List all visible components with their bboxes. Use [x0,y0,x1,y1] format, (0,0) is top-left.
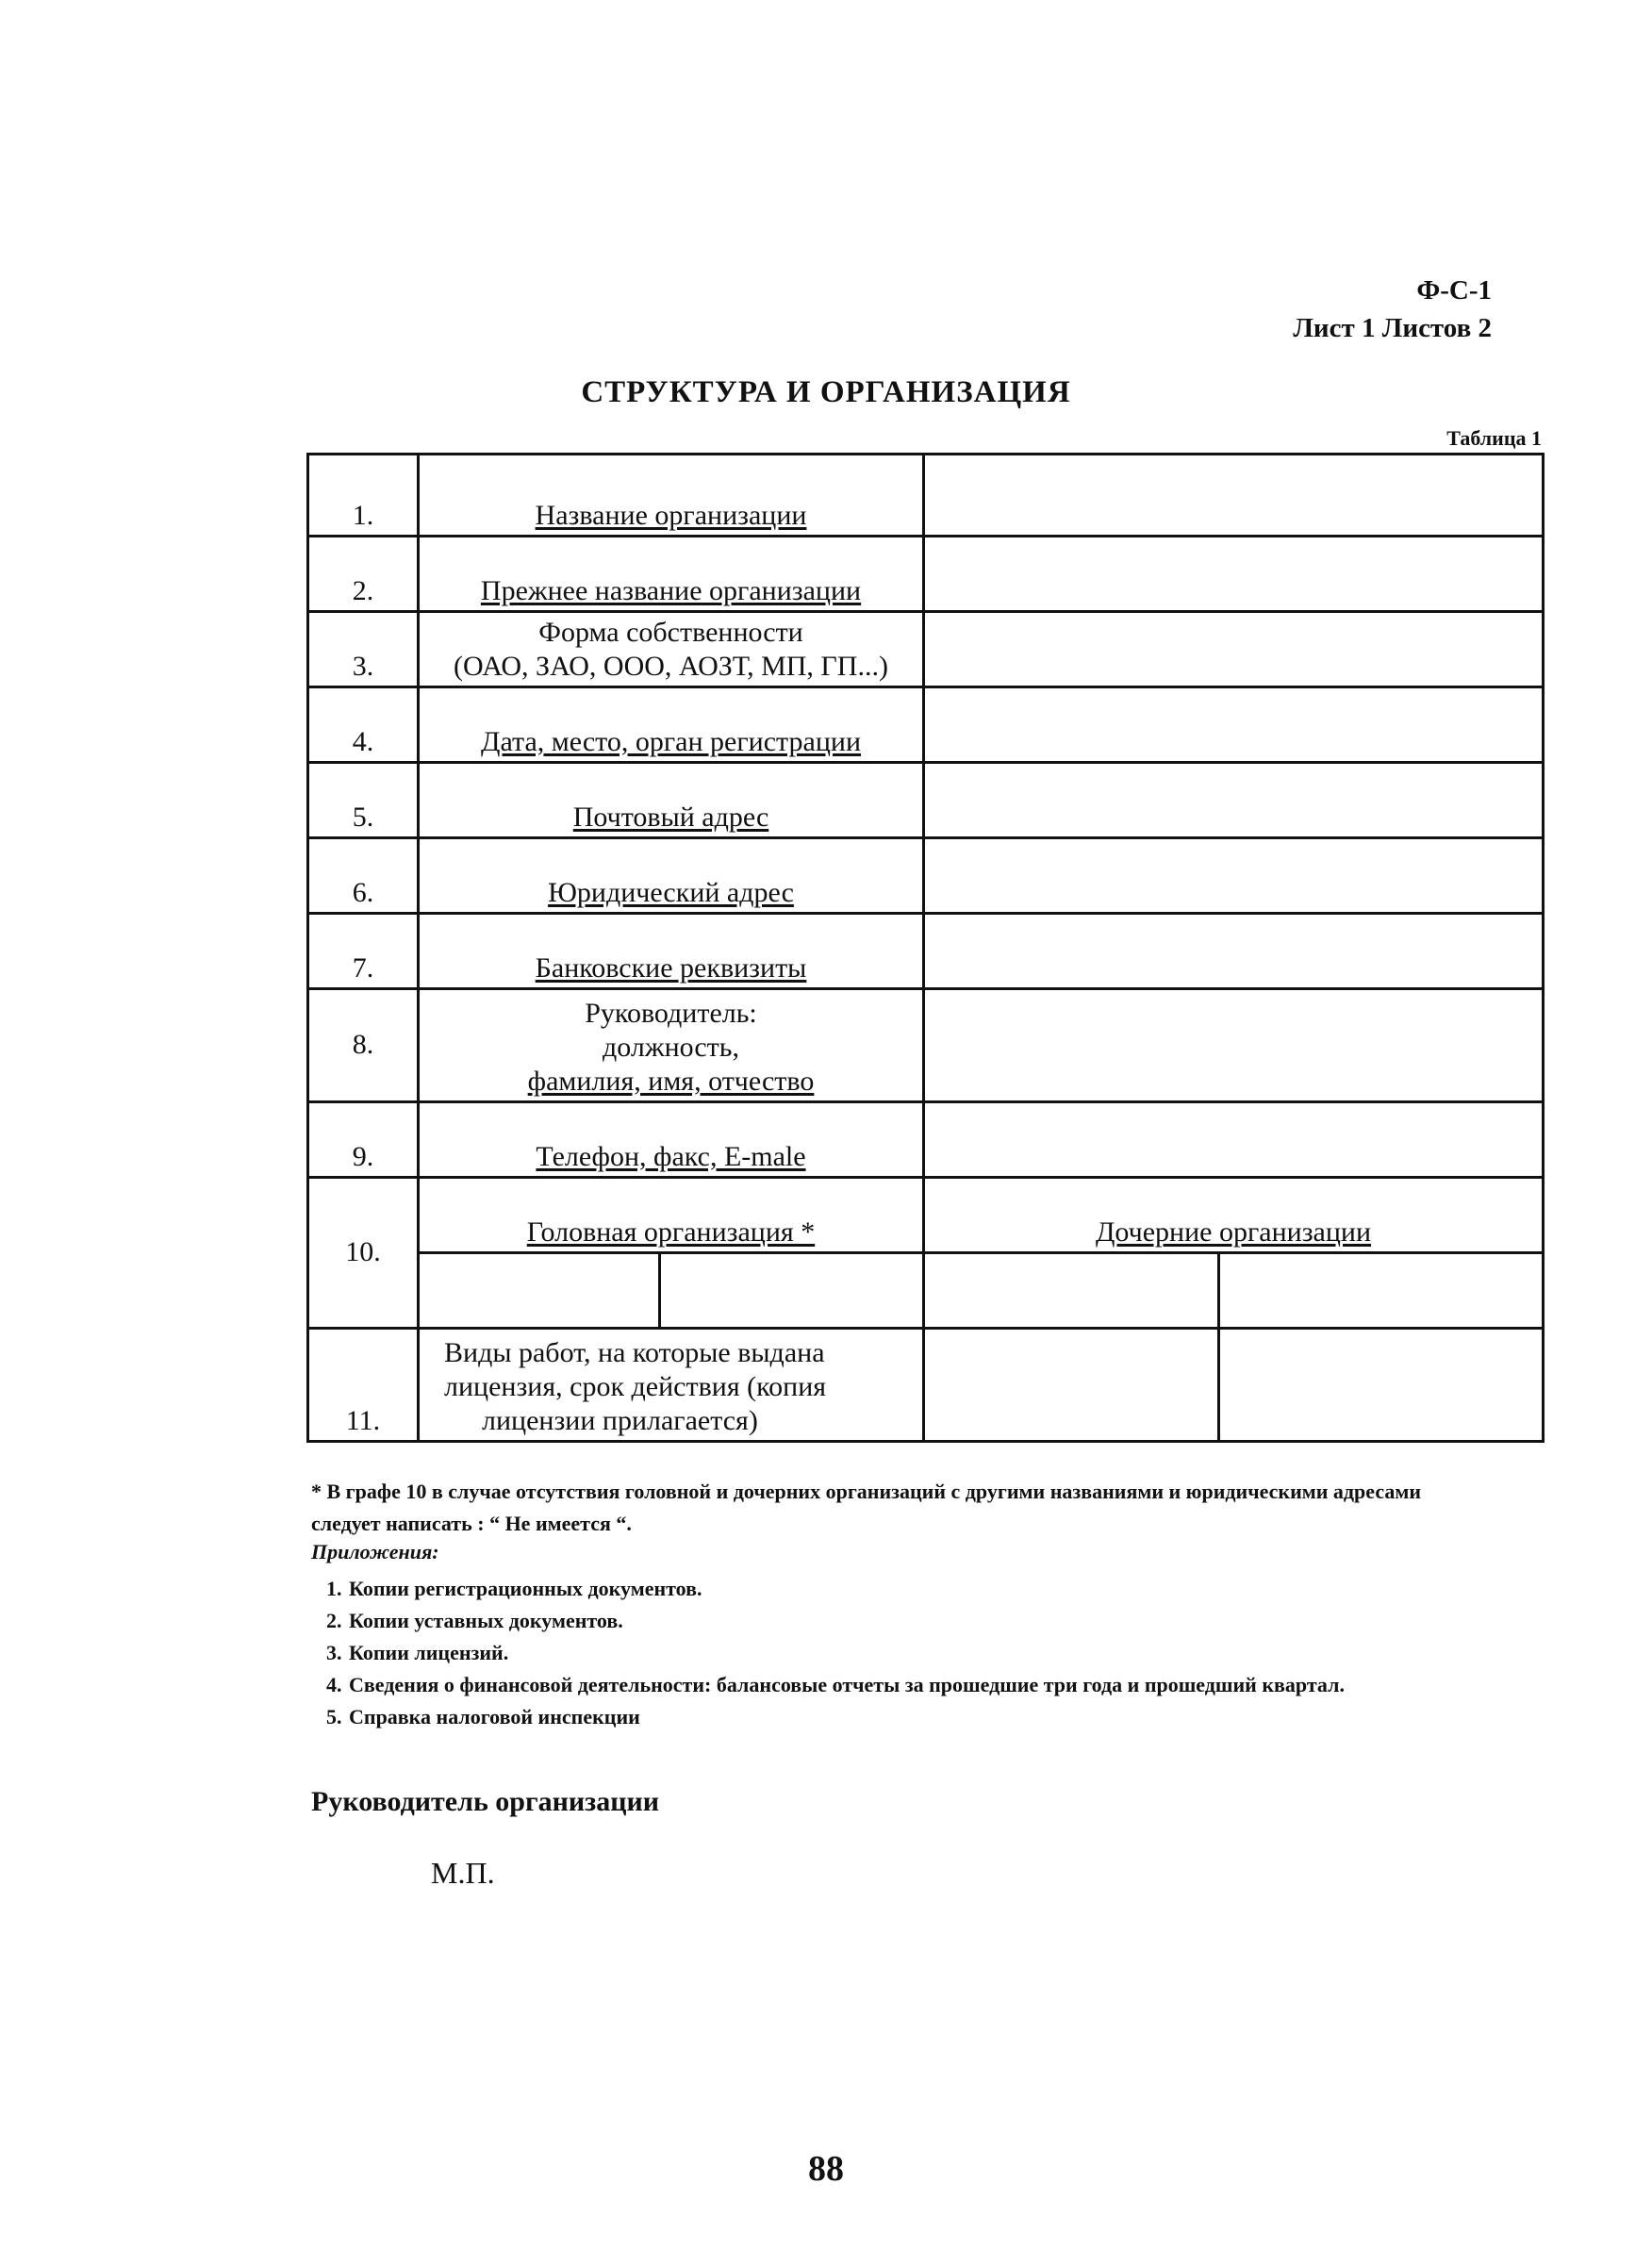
form-code: Ф-С-1 [1416,275,1492,306]
value-cell-bank-details[interactable] [924,914,1544,989]
row-label-head-org: Головная организация * [419,1178,924,1253]
sheet-info: Лист 1 Листов 2 [1293,313,1492,343]
head-org-name-cell[interactable] [419,1253,660,1329]
row-label: Почтовый адрес [419,763,924,838]
footnote: * В графе 10 в случае отсутствия головной и дочерних организаций с другими названиями и юридическими адресами следует написать : “ Не имеется “. [311,1480,1422,1535]
table-row [308,989,1544,1102]
table-row [308,763,1544,838]
table-row [308,1253,1544,1329]
row-number: 3. [308,612,419,687]
row-label: Виды работ, на которые выдана лицензия, срок действия (копия лицензии прилагается) [419,1329,924,1442]
document-title: СТРУКТУРА И ОРГАНИЗАЦИЯ [581,375,1071,409]
value-cell-contacts[interactable] [924,1102,1544,1178]
table-row [308,1329,1544,1442]
value-cell-ownership-form[interactable] [924,612,1544,687]
row-number: 8. [308,989,419,1102]
row-label-subsidiaries: Дочерние организации [924,1178,1544,1253]
row-number: 9. [308,1102,419,1178]
row-label: Телефон, факс, E-male [419,1102,924,1178]
row-number: 7. [308,914,419,989]
appendix-heading: Приложения: [311,1540,439,1563]
value-cell-director[interactable] [924,989,1544,1102]
form-header [1293,272,1492,347]
appendix-item: 3. Копии лицензий. [347,1637,1545,1669]
row-number: 5. [308,763,419,838]
appendix-item: 4. Сведения о финансовой деятельности: балансовые отчеты за прошедшие три года и прошедший квартал. [347,1669,1545,1701]
row-number: 10. [308,1178,419,1329]
table-row [308,1102,1544,1178]
table-row [308,537,1544,612]
table-label: Таблица 1 [1446,426,1542,450]
page-number: 88 [808,2149,844,2189]
row-label: Форма собственности (ОАО, ЗАО, ООО, АОЗТ, МП, ГП...) [419,612,924,687]
value-cell-registration[interactable] [924,687,1544,763]
value-cell-name[interactable] [924,455,1544,537]
row-label: Дата, место, орган регистрации [419,687,924,763]
row-label: Прежнее название организации [419,537,924,612]
subsidiary-address-cell[interactable] [1219,1253,1544,1329]
license-term-cell[interactable] [1219,1329,1544,1442]
value-cell-legal-address[interactable] [924,838,1544,914]
organization-form-table [306,453,1545,1443]
row-label: Название организации [419,455,924,537]
row-number: 6. [308,838,419,914]
row-number: 11. [308,1329,419,1442]
table-row [308,838,1544,914]
head-org-address-cell[interactable] [660,1253,924,1329]
stamp-label: М.П. [431,1856,495,1890]
license-types-cell[interactable] [924,1329,1219,1442]
row-label: Банковские реквизиты [419,914,924,989]
row-number: 4. [308,687,419,763]
row-label: Юридический адрес [419,838,924,914]
row-number: 2. [308,537,419,612]
appendix-list [311,1573,1545,1733]
value-cell-postal-address[interactable] [924,763,1544,838]
table-row [308,914,1544,989]
appendix-item: 5. Справка налоговой инспекции [347,1701,1545,1733]
table-row [308,687,1544,763]
table-row [308,612,1544,687]
signature-label: Руководитель организации [311,1786,660,1817]
appendix-item: 1. Копии регистрационных документов. [347,1573,1545,1605]
row-label: Руководитель: должность, фамилия, имя, отчество [419,989,924,1102]
appendix-item: 2. Копии уставных документов. [347,1605,1545,1637]
table-row [308,455,1544,537]
subsidiary-name-cell[interactable] [924,1253,1219,1329]
table-row [308,1178,1544,1253]
row-number: 1. [308,455,419,537]
value-cell-previous-name[interactable] [924,537,1544,612]
